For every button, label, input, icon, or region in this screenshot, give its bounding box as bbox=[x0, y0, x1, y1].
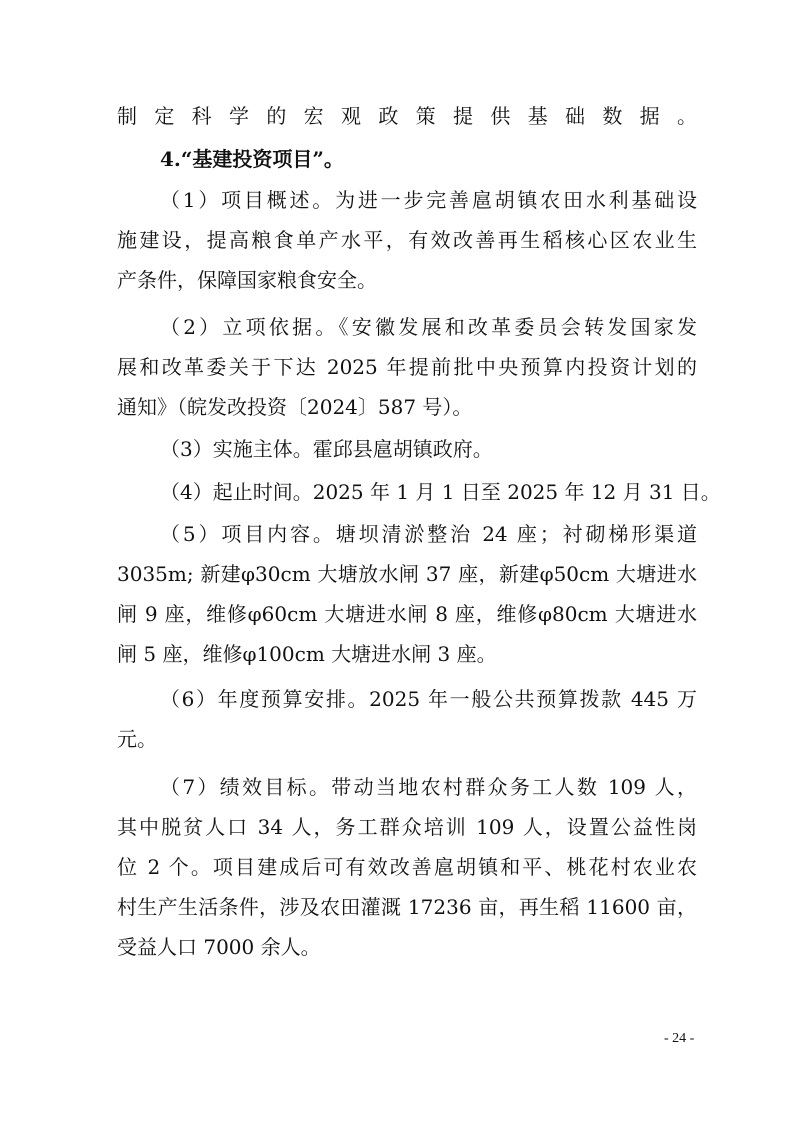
paragraph-overview-line-2: 施建设，提高粮食单产水平，有效改善再生稻核心区农业生 bbox=[117, 228, 697, 252]
paragraph-overview-line-3: 产条件，保障国家粮食安全。 bbox=[117, 268, 377, 292]
paragraph-overview-line-1: （1）项目概述。为进一步完善扈胡镇农田水利基础设 bbox=[160, 188, 697, 212]
text-line-intro-tail: 制定科学的宏观政策提供基础数据。 bbox=[117, 104, 697, 128]
paragraph-goals-line-5: 受益人口 7000 余人。 bbox=[117, 935, 321, 959]
paragraph-content-line-4: 闸 5 座，维修φ100cm 大塘进水闸 3 座。 bbox=[117, 642, 497, 666]
paragraph-goals-line-2: 其中脱贫人口 34 人，务工群众培训 109 人，设置公益性岗 bbox=[117, 815, 697, 839]
paragraph-basis-line-3: 通知》（皖发改投资〔2024〕587 号）。 bbox=[117, 395, 473, 419]
section-heading: 4.“基建投资项目”。 bbox=[160, 147, 344, 171]
page-number: - 24 - bbox=[664, 1031, 695, 1046]
paragraph-content-line-2: 3035m; 新建φ30cm 大塘放水闸 37 座，新建φ50cm 大塘进水 bbox=[117, 562, 697, 586]
paragraph-budget-line-1: （6）年度预算安排。2025 年一般公共预算拨款 445 万 bbox=[160, 687, 697, 711]
paragraph-content-line-3: 闸 9 座，维修φ60cm 大塘进水闸 8 座，维修φ80cm 大塘进水 bbox=[117, 602, 697, 626]
paragraph-goals-line-4: 村生产生活条件，涉及农田灌溉 17236 亩，再生稻 11600 亩， bbox=[117, 895, 697, 919]
paragraph-goals-line-3: 位 2 个。项目建成后可有效改善扈胡镇和平、桃花村农业农 bbox=[117, 855, 697, 879]
paragraph-content-line-1: （5）项目内容。塘坝清淤整治 24 座；衬砌梯形渠道 bbox=[160, 522, 697, 546]
paragraph-basis-line-2: 展和改革委关于下达 2025 年提前批中央预算内投资计划的 bbox=[117, 355, 697, 379]
paragraph-implementer: （3）实施主体。霍邱县扈胡镇政府。 bbox=[160, 437, 493, 461]
paragraph-budget-line-2: 元。 bbox=[117, 727, 157, 751]
paragraph-basis-line-1: （2）立项依据。《安徽发展和改革委员会转发国家发 bbox=[160, 315, 697, 339]
paragraph-goals-line-1: （7）绩效目标。带动当地农村群众务工人数 109 人， bbox=[160, 775, 697, 799]
paragraph-period: （4）起止时间。2025 年 1 月 1 日至 2025 年 12 月 31 日。 bbox=[160, 480, 721, 504]
